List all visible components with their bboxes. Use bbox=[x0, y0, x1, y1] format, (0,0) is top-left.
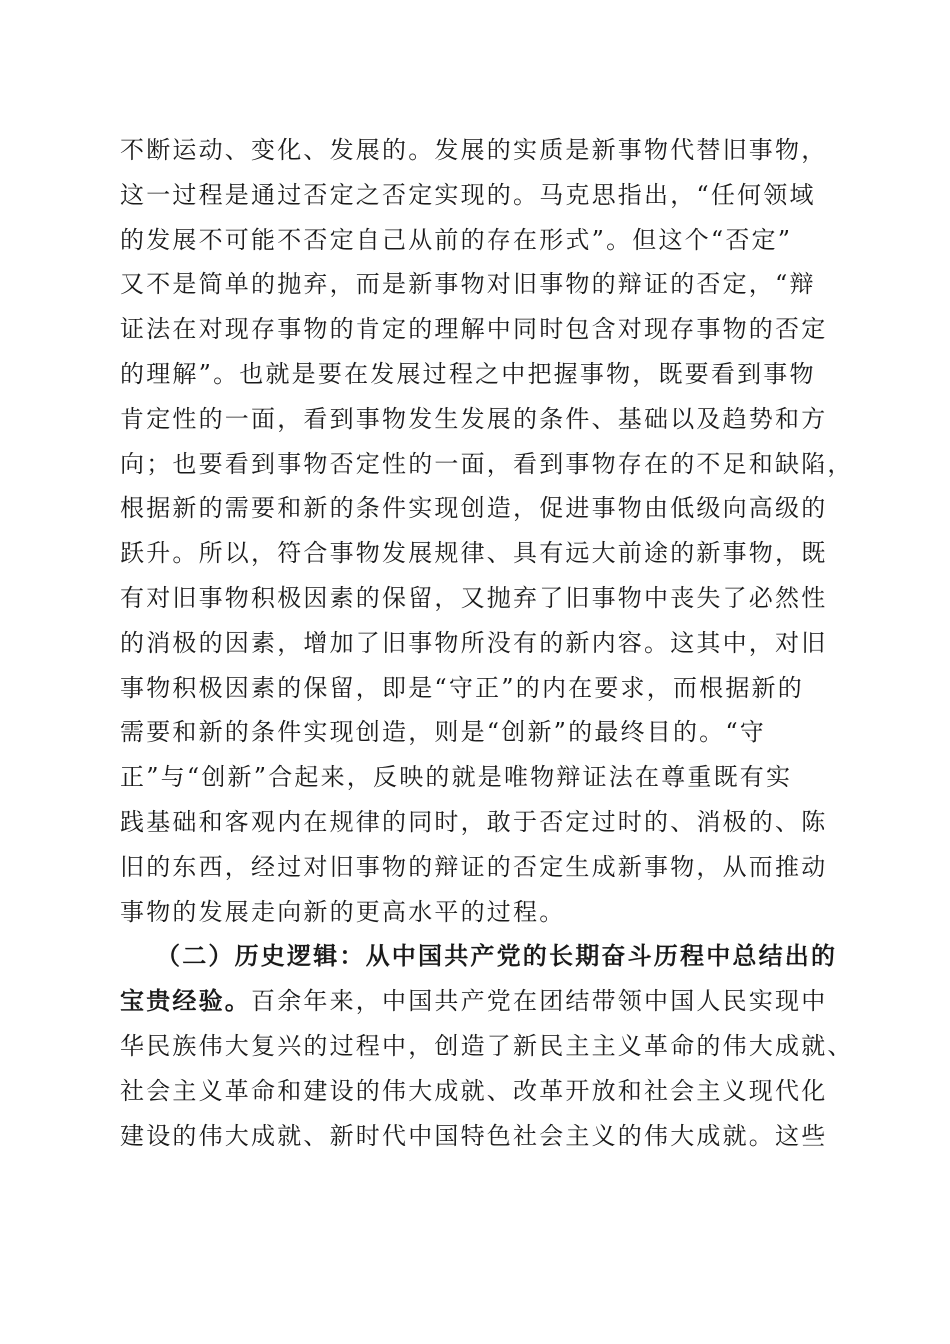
text-line: 践基础和客观内在规律的同时，敢于否定过时的、消极的、陈 bbox=[120, 807, 828, 836]
text-line: 又不是简单的抛弃，而是新事物对旧事物的辩证的否定，“辩 bbox=[120, 270, 816, 299]
text-line: 不断运动、变化、发展的。发展的实质是新事物代替旧事物， bbox=[120, 136, 828, 164]
heading-bold-text: 宝贵经验。 bbox=[120, 986, 251, 1016]
text-line: 证法在对现存事物的肯定的理解中同时包含对现存事物的否定 bbox=[120, 315, 828, 344]
text-line: 旧的东西，经过对旧事物的辩证的否定生成新事物，从而推动 bbox=[120, 852, 828, 881]
text-line: 需要和新的条件实现创造，则是“创新”的最终目的。“守 bbox=[120, 718, 767, 747]
text-line: 向；也要看到事物否定性的一面，看到事物存在的不足和缺陷， bbox=[120, 449, 854, 478]
text-line: 根据新的需要和新的条件实现创造，促进事物由低级向高级的 bbox=[120, 494, 828, 523]
text-line: 建设的伟大成就、新时代中国特色社会主义的伟大成就。这些 bbox=[120, 1121, 828, 1150]
text-line: 社会主义革命和建设的伟大成就、改革开放和社会主义现代化 bbox=[120, 1076, 828, 1105]
section-heading: （二）历史逻辑：从中国共产党的长期奋斗历程中总结出的 bbox=[156, 941, 838, 971]
heading-body-text: 百余年来，中国共产党在团结带领中国人民实现中 bbox=[251, 987, 828, 1016]
text-line: 事物积极因素的保留，即是“守正”的内在要求，而根据新的 bbox=[120, 673, 804, 702]
text-line: 的发展不可能不否定自己从前的存在形式”。但这个“否定” bbox=[120, 225, 793, 254]
text-line: 事物的发展走向新的更高水平的过程。 bbox=[120, 897, 566, 926]
body-text bbox=[120, 128, 854, 1158]
text-line: 跃升。所以，符合事物发展规律、具有远大前途的新事物，既 bbox=[120, 539, 828, 568]
section-heading-continuation bbox=[120, 979, 840, 1024]
text-line: 的理解”。也就是要在发展过程之中把握事物，既要看到事物 bbox=[120, 359, 816, 388]
text-line: 肯定性的一面，看到事物发生发展的条件、基础以及趋势和方 bbox=[120, 404, 828, 433]
text-line: 有对旧事物积极因素的保留，又抛弃了旧事物中丧失了必然性 bbox=[120, 583, 828, 612]
text-line: 这一过程是通过否定之否定实现的。马克思指出，“任何领域 bbox=[120, 180, 816, 209]
text-line: 的消极的因素，增加了旧事物所没有的新内容。这其中，对旧 bbox=[120, 628, 828, 657]
text-line: 正”与“创新”合起来，反映的就是唯物辩证法在尊重既有实 bbox=[120, 763, 793, 792]
text-line: 华民族伟大复兴的过程中，创造了新民主主义革命的伟大成就、 bbox=[120, 1031, 854, 1060]
